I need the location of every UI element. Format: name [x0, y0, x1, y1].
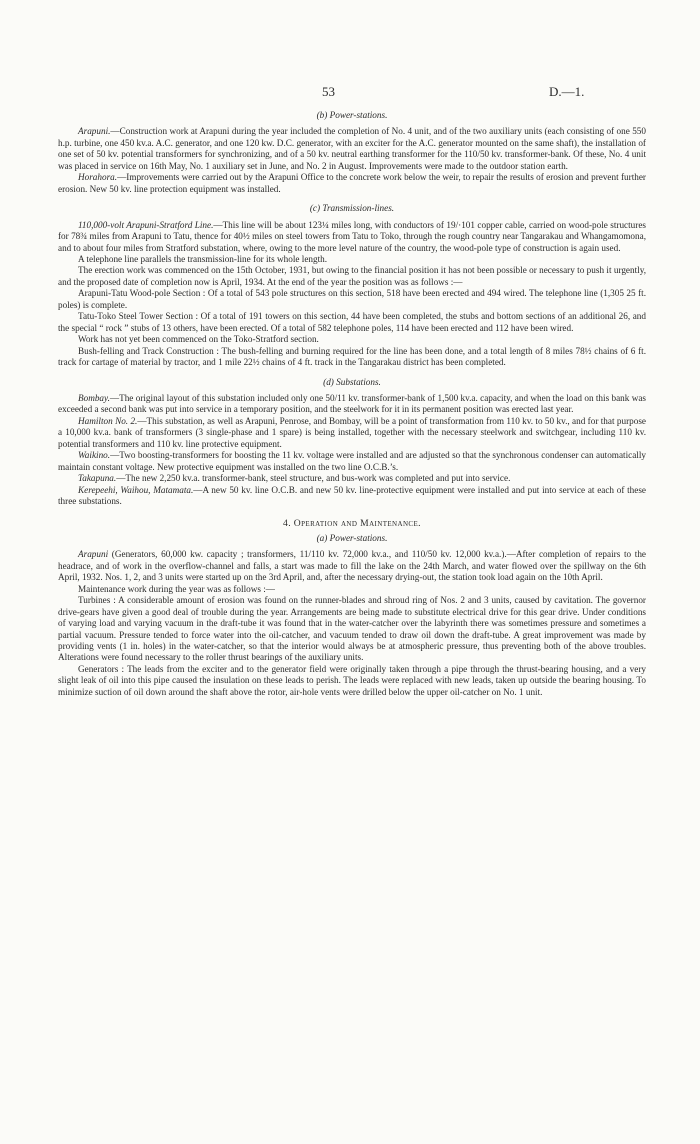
page-number: 53	[322, 84, 335, 99]
paragraph-kerepeehi	[58, 485, 646, 508]
paragraph-arapuni	[58, 126, 646, 172]
paragraph-arapuni-stratford	[58, 220, 646, 254]
paragraph-waikino	[58, 450, 646, 473]
lead-hamilton: Hamilton No. 2.	[78, 415, 138, 426]
text-horahora: —Improvements were carried out by the Arapuni Office to the concrete work below the weir, to repair the results of erosion and prevent further erosion. New 50 kv. line protection equipment was installed.	[58, 172, 646, 194]
lead-kerepeehi: Kerepeehi, Waihou, Matamata.	[78, 484, 194, 495]
text-waikino: —Two boosting-transformers for boosting the 11 kv. voltage were installed and are adjusted so that the synchronous condenser can automatically maintain constant voltage. New protective equipment was installed on the two line O.C.B.’s.	[58, 450, 646, 472]
paragraph-telephone-line: A telephone line parallels the transmission-line for its whole length.	[78, 253, 328, 264]
lead-arapuni: Arapuni.	[78, 126, 111, 137]
text-arapuni-stratford: —This line will be about 123¼ miles long, with conductors of 19/·101 copper cable, carried on wood-pole structures for 78¾ miles from Arapuni to Tatu, thence for 40½ miles on steel towers from Tatu to Toko, through the rough country near Tangarakau and Whangamomona, and to about four miles from Stratford substation, where, owing to the more level nature of the country, the wood-pole type of construction is again used.	[58, 219, 646, 253]
text-hamilton: —This substation, as well as Arapuni, Penrose, and Bombay, will be a point of transformation from 110 kv. to 50 kv., and for that purpose a 10,000 kv.a. bank of transformers (3 single-phase and 1 spare) is being installed, together with the necessary steelwork and switchgear, including 110 kv. potential transformers and 110 kv. line protective equipment.	[58, 415, 646, 449]
paragraph-horahora	[58, 172, 646, 195]
lead-waikino: Waikino.	[78, 450, 111, 461]
lead-horahora: Horahora.	[78, 172, 118, 183]
heading-ops-power-stations: (a) Power-stations.	[316, 532, 388, 543]
paragraph-maintenance: Maintenance work during the year was as follows :—	[78, 583, 275, 594]
heading-operation-maintenance: 4. Operation and Maintenance.	[283, 517, 421, 529]
paragraph-erection-work: The erection work was commenced on the 15th October, 1931, but owing to the financial position it has not been possible or necessary to push it urgently, and the proposed date of completion now is April, 1934. At the end of the year the position was as follows :—	[58, 265, 646, 287]
heading-power-stations: (b) Power-stations.	[316, 110, 388, 120]
paragraph-toko-stratford: Work has not yet been commenced on the Toko-Stratford section.	[78, 334, 319, 345]
text-arapuni: —Construction work at Arapuni during the year included the completion of No. 4 unit, and of the two auxiliary units (each consisting of one 550 h.p. turbine, one 450 kv.a. A.C. generator, and one 120 kw. D.C. generator, with an exciter for the A.C. generator mounted on the same shaft), the installation of one set of 50 kv. potential transformers for synchronizing, and of a 50 kv. neutral earthing transformer for the 110/50 kv. transformer-bank. Of these, No. 4 unit was placed in service on 16th May, No. 1 auxiliary set in June, and No. 2 in August. Improvements were made to the outdoor station earth.	[58, 126, 646, 171]
paragraph-bombay	[58, 393, 646, 416]
text-arapuni-ops: (Generators, 60,000 kw. capacity ; transformers, 11/110 kv. 72,000 kv.a., and 110/50 kv. 12,000 kv.a.).—After completion of repairs to the headrace, and of work in the overflow-channel and falls, a start was made to fill the lake on the 24th March, and water flowed over the spillway on the 6th April, 1932. Nos. 1, 2, and 3 units were started up on the 3rd April, and, after the necessary drying-out, the station took load again on the 10th April.	[58, 549, 646, 583]
text-takapuna: —The new 2,250 kv.a. transformer-bank, steel structure, and bus-work was completed and put into service.	[116, 473, 511, 484]
paragraph-bush-felling: Bush-felling and Track Construction : The bush-felling and burning required for the line has been done, and a total length of 8 miles 78½ chains of 6 ft. track for cartage of material by tractor, and 1 mile 22½ chains of 4 ft. track in the Tangarakau district has been completed.	[58, 345, 646, 368]
text-bombay: —The original layout of this substation included only one 50/11 kv. transformer-bank of 1,500 kv.a. capacity, and when the load on this bank was exceeded a second bank was put into service in a temporary position, and the steelwork for it in its permanent position was erected last year.	[58, 392, 646, 415]
heading-substations: (d) Substations.	[323, 376, 381, 387]
paragraph-wood-pole-section: Arapuni-Tatu Wood-pole Section : Of a total of 543 pole structures on this section, 518 have been erected and 494 wired. The telephone line (1,305 25 ft. poles) is complete.	[58, 288, 646, 310]
heading-transmission-lines: (c) Transmission-lines.	[309, 203, 395, 214]
paragraph-steel-tower-section: Tatu-Toko Steel Tower Section : Of a total of 191 towers on this section, 44 have been completed, the stubs and bottom sections of an additional 26, and the special “ rock ” stubs of 13 others, have been erected. Of a total of 582 telephone poles, 114 have been erected and 112 have been wired.	[58, 311, 646, 333]
lead-arapuni-stratford: 110,000-volt Arapuni-Stratford Line.	[78, 219, 214, 230]
paragraph-generators: Generators : The leads from the exciter and to the generator field were originally taken through a pipe through the thrust-bearing housing, and a very slight leak of oil into this pipe caused the insulation on these leads to perish. The leads were replaced with new leads, taken up outside the bearing housing. To minimize suction of oil down around the shaft above the rotor, air-hole vents were drilled below the upper oil-catcher on No. 1 unit.	[58, 663, 646, 697]
paragraph-arapuni-ops	[58, 549, 646, 583]
paragraph-hamilton	[58, 416, 646, 450]
document-reference: D.—1.	[549, 84, 585, 99]
paragraph-turbines: Turbines : A considerable amount of erosion was found on the runner-blades and shroud ring of Nos. 2 and 3 units, caused by cavitation. The governor drive-gears have given a good deal of trouble during the year. Arrangements are being made to substitute electrical drive for this gear drive. Under conditions of varying load and varying vacuum in the draft-tube it was found that in the water-catcher over the labyrinth there was sometimes pressure and sometimes a partial vacuum. Pressure tended to force water into the oil-catcher, and vacuum tended to draw oil down the draft-tube. A great improvement was made by providing vents (1 in. holes) in the water-catcher, so that the interior would always be at atmospheric pressure, thus preventing both of the above troubles. Alterations were found necessary to the roller thrust bearings of the auxiliary units.	[58, 595, 646, 663]
document-body	[58, 106, 646, 698]
paragraph-takapuna	[58, 473, 646, 484]
text-kerepeehi: —A new 50 kv. line O.C.B. and new 50 kv. line-protective equipment were installed and put into service at each of these three substations.	[58, 484, 647, 507]
lead-arapuni-ops: Arapuni	[78, 549, 109, 560]
lead-takapuna: Takapuna.	[78, 473, 117, 484]
lead-bombay: Bombay.	[78, 392, 110, 403]
